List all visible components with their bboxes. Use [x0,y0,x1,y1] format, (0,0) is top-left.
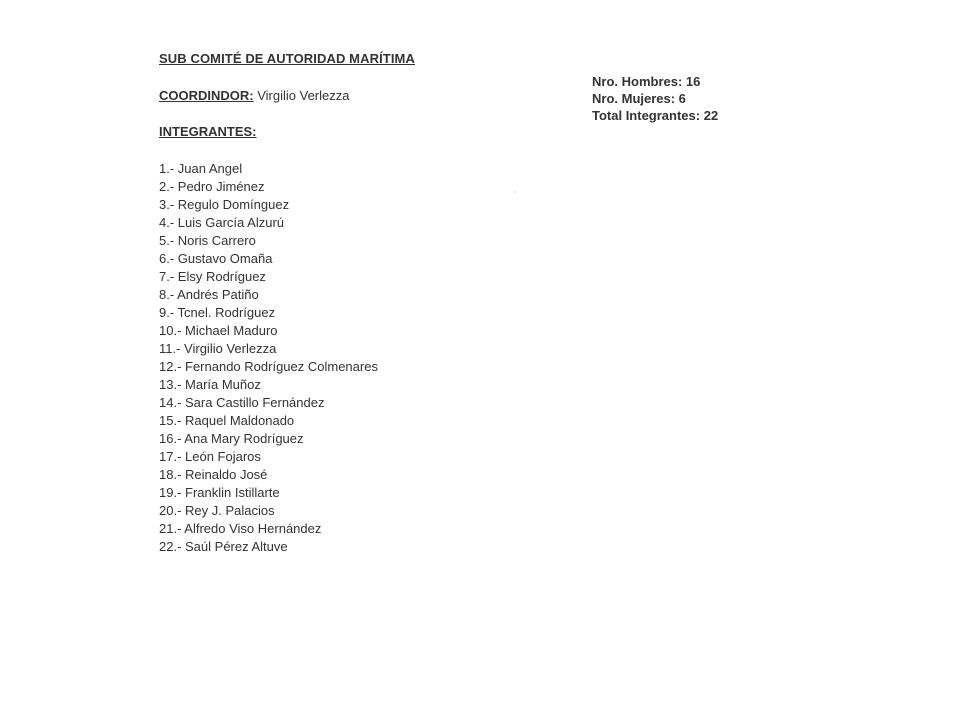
member-item: 7.- Elsy Rodríguez [159,269,266,284]
member-item: 17.- León Fojaros [159,449,261,464]
member-item: 22.- Saúl Pérez Altuve [159,539,288,554]
member-item: 4.- Luis García Alzurú [159,215,284,230]
member-item: 10.- Michael Maduro [159,323,278,338]
coordinator-name: Virgilio Verlezza [257,88,350,103]
member-item: 5.- Noris Carrero [159,233,256,248]
members-heading: INTEGRANTES: [159,124,257,139]
member-item: 8.- Andrés Patiño [159,287,259,302]
document-title: SUB COMITÉ DE AUTORIDAD MARÍTIMA [159,51,415,66]
member-item: 9.- Tcnel. Rodríguez [159,305,276,320]
women-count: Nro. Mujeres: 6 [592,91,686,106]
member-item: 20.- Rey J. Palacios [159,503,275,518]
member-item: 14.- Sara Castillo Fernández [159,395,325,410]
coordinator-line [159,88,350,103]
member-item: 1.- Juan Angel [159,161,243,176]
member-item: 13.- María Muñoz [159,377,261,392]
member-item: 2.- Pedro Jiménez [159,179,265,194]
member-item: 6.- Gustavo Omaña [159,251,273,266]
men-count: Nro. Hombres: 16 [592,74,701,89]
member-item: 3.- Regulo Domínguez [159,197,290,212]
total-count: Total Integrantes: 22 [592,108,719,123]
member-item: 21.- Alfredo Viso Hernández [159,521,322,536]
member-item: 18.- Reinaldo José [159,467,268,482]
member-item: 16.- Ana Mary Rodríguez [159,431,304,446]
member-item: 15.- Raquel Maldonado [159,413,295,428]
scan-speck [514,191,516,193]
member-item: 12.- Fernando Rodríguez Colmenares [159,359,378,374]
coordinator-label: COORDINDOR: [159,88,254,103]
membership-stats [592,73,718,124]
members-list [159,160,378,556]
member-item: 19.- Franklin Istillarte [159,485,280,500]
member-item: 11.- Virgilio Verlezza [159,341,277,356]
